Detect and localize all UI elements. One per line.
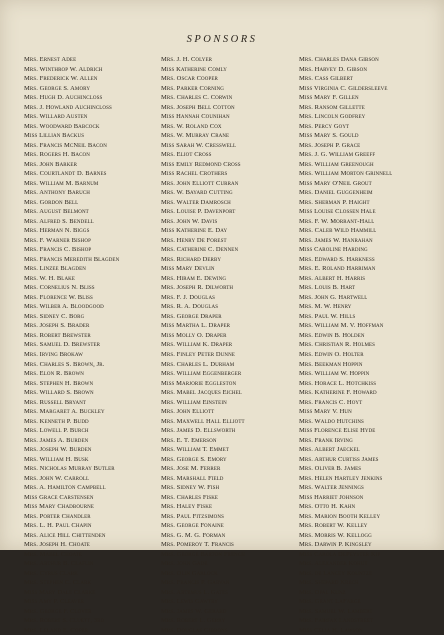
- sponsor-name: Mrs. Linzee Blagden: [24, 265, 86, 273]
- sponsor-name: Miss Emily Redmond Cross: [161, 160, 241, 168]
- sponsor-name: Mrs. Francis Meredith Blagden: [24, 255, 120, 263]
- sponsor-name: Miss Sarah W. Cresswell: [161, 141, 237, 149]
- sponsor-name: Mrs. Lewis Gawtry: [161, 598, 219, 606]
- sponsor-name: Mrs. Paul Fitzsimons: [161, 512, 224, 520]
- sponsor-name: Mrs. Kenneth P. Budd: [24, 417, 89, 425]
- sponsor-name: Mrs. Arthur Curtiss James: [299, 455, 379, 463]
- sponsor-name: Mrs. Sidney C. Borg: [24, 312, 85, 320]
- sponsor-name: Mrs. E. T. Emerson: [161, 436, 217, 444]
- sponsor-name: Mrs. Daniel Guggenheim: [299, 189, 373, 197]
- sponsor-name: Mrs. Francis C. Bishop: [24, 246, 92, 254]
- sponsor-name: Mrs. Henry De Forest: [161, 236, 227, 244]
- sponsor-name: Mrs. Fairfax Landstreet: [299, 617, 374, 625]
- sponsor-name: Miss Martha L. Draper: [161, 322, 231, 330]
- sponsor-name: Mrs. Richard Derby: [161, 255, 222, 263]
- sponsor-name: Mrs. J. G. William Greeff: [299, 151, 376, 159]
- sponsor-name: Mrs. Francis McNeil Bacon: [24, 141, 107, 149]
- sponsor-name: Mrs. Eliot Cross: [161, 151, 212, 159]
- sponsor-name: Miss Mary Chadbourne: [24, 503, 95, 511]
- sponsor-name: Mrs. Alice Hill Chittenden: [24, 531, 106, 539]
- sponsor-name: Miss Lillian Backus: [24, 132, 85, 140]
- sponsor-name: Mrs. Francis C. Hoyt: [299, 398, 363, 406]
- sponsor-name: Mrs. Maxwell Hall Elliott: [161, 417, 245, 425]
- sponsor-name: Mrs. Opal Kunz: [299, 588, 346, 596]
- sponsor-name: Mrs. W. Murray Crane: [161, 132, 230, 140]
- sponsor-name: Mrs. Louise P. Davenport: [161, 208, 236, 216]
- sponsor-name: Mrs. Caleb Wild Hammill: [299, 227, 377, 235]
- sponsor-name: Mrs. Catherine C. Dennen: [161, 246, 239, 254]
- sponsor-name: Mrs. Sidney W. Fish: [161, 484, 220, 492]
- sponsor-name: Mrs. Winthrop W. Aldrich: [24, 65, 103, 73]
- sponsor-name: Mrs. Oscar Cooper: [161, 75, 218, 83]
- sponsor-name: Miss Katherine E. Day: [161, 227, 228, 235]
- sponsor-name: Mrs. Percy Goyt: [299, 122, 350, 130]
- sponsor-name: Mrs. George Barton French: [161, 550, 245, 558]
- sponsor-name: Mrs. F. Warner Bishop: [24, 236, 91, 244]
- sponsor-name: Mrs. Joseph R. Dilworth: [161, 284, 234, 292]
- sponsor-name: Miss Marjorie Eggleston: [161, 379, 237, 387]
- sponsor-name: Mrs. William Morton Grinnell: [299, 170, 393, 178]
- sponsor-name: Mrs. George S. Amory: [24, 84, 91, 92]
- sponsor-name: Mrs. W. H. Blake: [24, 274, 76, 282]
- sponsor-name: Mrs. G. M. G. Forman: [161, 531, 226, 539]
- sponsor-name: Mrs. William H. Busk: [24, 455, 89, 463]
- sponsor-name: Mrs. Marion Booth Kelley: [299, 512, 381, 520]
- sponsor-column-3: [299, 55, 427, 635]
- sponsor-name: Mrs. Morris W. Kellogg: [299, 531, 372, 539]
- sponsor-name: Mrs. F. J. Douglas: [161, 293, 216, 301]
- sponsor-name: Mrs. M. W. Henry: [299, 303, 352, 311]
- sponsor-name: Miss Amy P. Cleaver: [24, 598, 85, 606]
- sponsor-name: Mrs. Samuel W. Lambert: [299, 607, 373, 615]
- sponsor-name: Mrs. J. Howland Auchincloss: [24, 103, 112, 111]
- sponsor-name: Mrs. Charles Dana Gibson: [299, 56, 379, 63]
- sponsor-name: Mrs. Albert Jaeckel: [299, 446, 360, 454]
- sponsor-name: Mrs. Beekman Hoppin: [299, 360, 363, 368]
- sponsor-name: Mrs. Hugh D. Auchincloss: [24, 94, 103, 102]
- sponsor-name: Mrs. Rogers H. Bacon: [24, 151, 90, 159]
- sponsor-name: Mrs. Finley Peter Dunne: [161, 350, 235, 358]
- sponsor-name: Mrs. Katherine F. Howard: [299, 389, 377, 397]
- sponsor-name: Mrs. Sherman P. Haight: [299, 198, 370, 206]
- sponsor-name: Mrs. Paul W. Hills: [299, 312, 356, 320]
- sponsor-name: Mrs. Stephen H. Brown: [24, 379, 94, 387]
- sponsor-name: Mrs. Gordon Bell: [24, 198, 79, 206]
- sponsor-name: Miss Virginia C. Gildersleeve: [299, 84, 388, 92]
- sponsor-name: Mrs. Edwin B. Holden: [299, 331, 365, 339]
- sponsor-name: Mrs. Joseph S. Brader: [24, 322, 90, 330]
- sponsor-name: Mrs. Waldo Hutchins: [299, 417, 364, 425]
- sponsor-name: Mrs. Edwin O. Holter: [299, 350, 364, 358]
- sponsor-name: Mrs. James D. Ellsworth: [161, 427, 236, 435]
- sponsor-name: Mrs. Louis B. Hart: [299, 284, 356, 292]
- sponsor-name: Mrs. Helen Hartley Jenkins: [299, 474, 383, 482]
- sponsor-name: Mrs. Woodward Babcock: [24, 122, 100, 130]
- sponsor-name: Mrs. Charles Fiske: [161, 493, 219, 501]
- sponsor-name: Mrs. E. Roland Harriman: [299, 265, 376, 273]
- sponsor-column-2: [161, 55, 299, 635]
- sponsor-name: Mrs. Arthur B. Claflin: [24, 560, 94, 568]
- sponsor-name: Mrs. George F. Clover: [24, 607, 92, 615]
- sponsor-name: Mrs. Olin Garlock: [161, 569, 218, 577]
- sponsor-column-1: [24, 55, 162, 635]
- sponsor-name: Mrs. John W. Davis: [161, 217, 218, 225]
- sponsor-name: Mrs. Joseph H. Choate: [24, 541, 90, 549]
- sponsor-name: Mrs. Parker Corning: [161, 84, 225, 92]
- sponsor-name: Mrs. Darwin P. Kingsley: [299, 541, 372, 549]
- sponsor-name: Mrs. William T. Emmet: [161, 446, 229, 454]
- sponsor-name: Mrs. Pomeroy T. Francis: [161, 541, 234, 549]
- sponsor-name: Mrs. John W. Carroll: [24, 474, 90, 482]
- sponsor-name: Mrs. John Elliott Curran: [161, 179, 239, 187]
- sponsor-name: Miss Mary O'Neil Grout: [299, 179, 372, 187]
- sponsor-name: Miss Caroline Harding: [299, 246, 368, 254]
- sponsor-name: Mrs. J. H. Colyer: [161, 56, 213, 63]
- sponsor-name: Mrs. Florence W. Bliss: [24, 293, 93, 301]
- sponsor-name: Mrs. Robert S. Cluett, 3rd: [24, 617, 105, 625]
- sponsor-name: Mrs. William M. Barnum: [24, 179, 99, 187]
- sponsor-name: Mrs. Nicholas Murray Butler: [24, 465, 115, 473]
- sponsor-name: Mrs. W. Roland Cox: [161, 122, 222, 130]
- sponsor-name: Mrs. Shepard Krech: [299, 579, 359, 587]
- sponsor-name: Mrs. William M. V. Hoffman: [299, 322, 384, 330]
- sponsor-name: Mrs. Horace L. Hotchkiss: [299, 379, 377, 387]
- sponsor-name: Mrs. R. A. Douglas: [161, 303, 219, 311]
- sponsor-name: Mrs. Francis P. Garvan: [161, 579, 230, 587]
- sponsor-name: Mrs. Stephen C. Clark: [24, 579, 92, 587]
- sponsor-name: Mrs. James W. Hanrahan: [299, 236, 373, 244]
- sponsor-name: Miss Mary F. Gillen: [299, 94, 359, 102]
- sponsor-name: Mrs. Cornelius N. Bliss: [24, 284, 95, 292]
- sponsor-name: Miss Celia H. Lawson: [299, 626, 363, 634]
- sponsor-name: Mrs. George Draper: [161, 312, 222, 320]
- sponsor-name: Mrs. Lincoln Godfrey: [299, 113, 366, 121]
- sponsor-name: Mrs. George S. Emory: [161, 455, 227, 463]
- sponsor-name: Mrs. Samuel D. Brewster: [24, 341, 101, 349]
- sponsor-name: Miss Florence Elise Hyde: [299, 427, 376, 435]
- sponsor-name: Mrs. Robert Brewster: [24, 331, 91, 339]
- sponsor-name: Mrs. L. H. Paul Chapin: [24, 522, 92, 530]
- sponsor-name: Mrs. Russell Bryant: [24, 398, 87, 406]
- sponsor-name: Mrs. August Belmont: [24, 208, 89, 216]
- sponsor-name: Mrs. Ransom Gillette: [299, 103, 365, 111]
- sponsor-name: Mrs. Margaret A. Buckley: [24, 408, 105, 416]
- sponsor-name: Mrs. Marshall Field: [161, 474, 224, 482]
- sponsor-name: Mrs. Willard S. Brown: [24, 389, 94, 397]
- sponsor-name: Mrs. John Elliott: [161, 408, 215, 416]
- sponsor-name: Mrs. William K. Draper: [161, 341, 233, 349]
- sponsor-name: Mrs. William Eggenberger: [161, 370, 242, 378]
- sponsor-name: Mrs. Robert L. Gerry: [161, 617, 226, 625]
- sponsor-name: Mrs. F. W. Morrant-Hall: [299, 217, 375, 225]
- sponsor-name: Mrs. Mabel Choate: [24, 550, 83, 558]
- sponsor-name: Mrs. Joseph P. Grace: [299, 141, 361, 149]
- sponsor-name: Mrs. Charles S. Brown, Jr.: [24, 360, 105, 368]
- sponsor-name: Mrs. Frederick W. Allen: [24, 75, 98, 83]
- sponsor-name: Miss Carola DePeyster Kip: [299, 550, 381, 558]
- sponsor-name: Mrs. Oliver B. James: [299, 465, 362, 473]
- sponsor-name: Mrs. Walter Damrosch: [161, 198, 231, 206]
- sponsor-name: Mrs. Walter Jennings: [299, 484, 364, 492]
- sponsor-name: Mrs. Joseph W. Burden: [24, 446, 92, 454]
- sponsor-name: Mrs. James A. Burden: [24, 436, 89, 444]
- page-title: SPONSORS: [186, 34, 258, 45]
- sponsor-name: Miss Hannah Counihan: [161, 113, 230, 121]
- sponsor-name: Mrs. Alfred S. Bendell: [24, 217, 94, 225]
- sponsor-name: Mrs. Hiram E. Dewing: [161, 274, 227, 282]
- sponsor-name: Mrs. Otto H. Kahn: [299, 503, 356, 511]
- sponsor-name: Mrs. Robert W. Kelley: [299, 522, 368, 530]
- sponsor-name: Mrs. Joseph Bell Cotton: [161, 103, 235, 111]
- sponsor-name: Miss Grace Carstensen: [24, 493, 94, 501]
- sponsor-name: Mrs. Ernest Adee: [24, 56, 77, 63]
- sponsor-name: Mrs. A. Hamilton Campbell: [24, 484, 106, 492]
- sponsor-name: Mrs. Anthony Baruch: [24, 189, 90, 197]
- sponsor-name: Mrs. Artemus L. Gates: [161, 588, 229, 596]
- sponsor-name: Mrs. Porter Chandler: [24, 512, 91, 520]
- sponsor-name: Mrs. William Greenough: [299, 160, 374, 168]
- sponsor-name: Mrs. Christian R. Holmes: [299, 341, 376, 349]
- sponsor-name: Mrs. Elon R. Brown: [24, 370, 85, 378]
- sponsor-name: Mrs. James W. Gerard: [161, 607, 227, 615]
- sponsor-name: Mrs. Harvey D. Gibson: [299, 65, 368, 73]
- sponsor-name: Mrs. Charles C. Corwin: [161, 94, 233, 102]
- sponsor-name: Mrs. Cyrus Clark: [24, 569, 78, 577]
- sponsor-name: Mrs. Frank Irving: [299, 436, 353, 444]
- sponsor-name: Mrs. W. Bayard Cutting: [161, 189, 233, 197]
- sponsor-name: Mrs. John Gade: [161, 560, 208, 568]
- sponsor-name: Mrs. Cass Gilbert: [299, 75, 353, 83]
- sponsor-name: Mrs. de Lancey Kountze: [299, 569, 373, 577]
- sponsor-name: Mrs. Wilber A. Bloodgood: [24, 303, 104, 311]
- sponsor-name: Miss Rachel Crothers: [161, 170, 228, 178]
- sponsor-name: Mrs. Leland E. Cofer: [24, 626, 89, 634]
- sponsor-name: Miss Mary S. Gould: [299, 132, 359, 140]
- sponsor-name: Mrs. Herman N. Biggs: [24, 227, 90, 235]
- sponsor-name: Mrs. Jose M. Ferrer: [161, 465, 221, 473]
- sponsor-name: Mrs. John Barker: [24, 160, 78, 168]
- sponsor-name: Mrs. Edward S. Harkness: [299, 255, 375, 263]
- sponsor-name: Mrs. William W. Hoppin: [299, 370, 370, 378]
- sponsor-name: Miss Mary V. Hun: [299, 408, 352, 416]
- sponsor-name: Mrs. Courtlandt D. Barnes: [24, 170, 107, 178]
- sponsor-name: Mrs. Albert H. Harris: [299, 274, 366, 282]
- sponsor-name: Miss Louise Clossen Hale: [299, 208, 376, 216]
- sponsor-name: Mrs. William Einstein: [161, 398, 227, 406]
- sponsor-name: Mrs. Charles L. Durham: [161, 360, 235, 368]
- sponsor-name: Miss Katherine Comly: [161, 65, 227, 73]
- sponsor-name: Mrs. Irving Brokaw: [24, 350, 83, 358]
- sponsor-name: Mrs. Willard Austen: [24, 113, 88, 121]
- sponsor-name: Mrs. Douglas Gibbons: [161, 626, 228, 634]
- sponsor-name: Miss Harriet Johnson: [299, 493, 364, 501]
- sponsor-name: Miss Mary Devlin: [161, 265, 215, 273]
- sponsor-name: Mrs. Haley Fiske: [161, 503, 213, 511]
- sponsor-name: Miss Mary Dale Clarke: [24, 588, 96, 596]
- sponsor-name: Mrs. John G. Hartwell: [299, 293, 368, 301]
- sponsor-name: Mrs. Grant LaFarge: [299, 598, 361, 606]
- sponsor-name: Miss Molly O. Draper: [161, 331, 227, 339]
- sponsor-name: Mrs. Alexander Kohut: [299, 560, 368, 568]
- sponsor-name: Mrs. Lowell P. Burch: [24, 427, 89, 435]
- sponsor-name: Mrs. Mabel Jacques Eichel: [161, 389, 242, 397]
- sponsor-name: Mrs. George Fonaine: [161, 522, 224, 530]
